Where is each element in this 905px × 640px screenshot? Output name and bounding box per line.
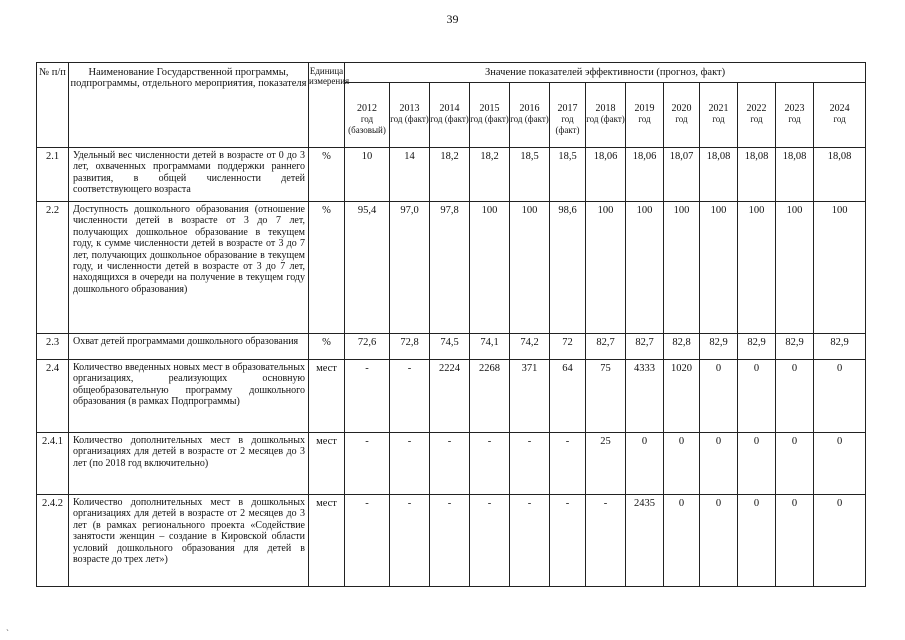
year-label: 2018 — [595, 103, 616, 114]
value-cell-2015: - — [470, 433, 510, 495]
year-label: 2020 — [671, 103, 692, 114]
year-header-2019 — [626, 83, 664, 148]
header-name: Наименование Государственной программы, подпрограммы, отдельного мероприятия, показателя — [69, 63, 309, 148]
value-cell-2018: 18,06 — [586, 148, 626, 202]
value-cell-2013: - — [390, 495, 430, 587]
value-cell-2018: 75 — [586, 360, 626, 433]
value-cell-2012: - — [345, 433, 390, 495]
row-number: 2.3 — [37, 334, 69, 360]
year-label: 2024 — [829, 103, 850, 114]
row-number: 2.2 — [37, 202, 69, 334]
value-cell-2021: 0 — [700, 495, 738, 587]
value-cell-2012: 95,4 — [345, 202, 390, 334]
year-note: год (факт) — [586, 114, 625, 124]
year-header-2013 — [390, 83, 430, 148]
value-cell-2024: 82,9 — [814, 334, 866, 360]
value-cell-2023: 0 — [776, 360, 814, 433]
year-label: 2017 — [557, 103, 578, 114]
table-row — [37, 495, 866, 587]
row-number: 2.4.1 — [37, 433, 69, 495]
unit-cell: мест — [309, 360, 345, 433]
value-cell-2020: 1020 — [664, 360, 700, 433]
year-header-2017 — [550, 83, 586, 148]
indicator-name: Количество дополнительных мест в дошкольных организациях для детей в возрасте от 2 месяцев до 3 лет (по 2018 год включительно) — [69, 433, 309, 495]
year-header-2022 — [738, 83, 776, 148]
value-cell-2019: 100 — [626, 202, 664, 334]
page-number: 39 — [446, 12, 459, 26]
value-cell-2022: 0 — [738, 495, 776, 587]
value-cell-2013: - — [390, 433, 430, 495]
value-cell-2019: 2435 — [626, 495, 664, 587]
unit-cell: % — [309, 334, 345, 360]
value-cell-2018: - — [586, 495, 626, 587]
value-cell-2017: 98,6 — [550, 202, 586, 334]
value-cell-2015: 100 — [470, 202, 510, 334]
value-cell-2024: 0 — [814, 433, 866, 495]
value-cell-2014: 74,5 — [430, 334, 470, 360]
scan-mark: ` — [6, 628, 9, 638]
year-header-2018 — [586, 83, 626, 148]
value-cell-2023: 0 — [776, 433, 814, 495]
value-cell-2017: 18,5 — [550, 148, 586, 202]
year-header-2021 — [700, 83, 738, 148]
value-cell-2022: 100 — [738, 202, 776, 334]
value-cell-2021: 82,9 — [700, 334, 738, 360]
year-note: год (базовый) — [348, 114, 386, 135]
value-cell-2022: 18,08 — [738, 148, 776, 202]
header-values-group: Значение показателей эффективности (прогноз, факт) — [345, 63, 866, 83]
value-cell-2019: 82,7 — [626, 334, 664, 360]
value-cell-2017: 64 — [550, 360, 586, 433]
value-cell-2017: - — [550, 495, 586, 587]
value-cell-2022: 0 — [738, 433, 776, 495]
value-cell-2018: 100 — [586, 202, 626, 334]
value-cell-2018: 25 — [586, 433, 626, 495]
value-cell-2023: 18,08 — [776, 148, 814, 202]
value-cell-2013: 72,8 — [390, 334, 430, 360]
year-label: 2023 — [784, 103, 805, 114]
year-note: год — [788, 114, 801, 124]
year-note: год (факт) — [430, 114, 469, 124]
value-cell-2021: 18,08 — [700, 148, 738, 202]
year-label: 2015 — [479, 103, 500, 114]
table-row — [37, 202, 866, 334]
value-cell-2021: 100 — [700, 202, 738, 334]
value-cell-2012: - — [345, 360, 390, 433]
table-row — [37, 148, 866, 202]
year-label: 2022 — [746, 103, 767, 114]
value-cell-2023: 0 — [776, 495, 814, 587]
table-row — [37, 433, 866, 495]
value-cell-2019: 0 — [626, 433, 664, 495]
value-cell-2015: 74,1 — [470, 334, 510, 360]
value-cell-2020: 0 — [664, 433, 700, 495]
year-header-2023 — [776, 83, 814, 148]
value-cell-2014: 18,2 — [430, 148, 470, 202]
value-cell-2016: 371 — [510, 360, 550, 433]
value-cell-2015: - — [470, 495, 510, 587]
year-note: год (факт) — [555, 114, 580, 135]
unit-cell: мест — [309, 433, 345, 495]
row-number: 2.4.2 — [37, 495, 69, 587]
table-row — [37, 360, 866, 433]
value-cell-2024: 100 — [814, 202, 866, 334]
value-cell-2021: 0 — [700, 433, 738, 495]
value-cell-2021: 0 — [700, 360, 738, 433]
value-cell-2015: 2268 — [470, 360, 510, 433]
year-note: год — [750, 114, 763, 124]
year-header-2020 — [664, 83, 700, 148]
indicator-name: Количество дополнительных мест в дошкольных организациях для детей в возрасте от 2 месяцев до 3 лет (в рамках регионального проекта «Содействие занятости женщин – создание в Кировской области условий дошкольного образования для детей в возрасте до трех лет») — [69, 495, 309, 587]
value-cell-2016: 18,5 — [510, 148, 550, 202]
value-cell-2020: 82,8 — [664, 334, 700, 360]
value-cell-2013: - — [390, 360, 430, 433]
year-note: год (факт) — [510, 114, 549, 124]
value-cell-2014: - — [430, 495, 470, 587]
unit-cell: мест — [309, 495, 345, 587]
value-cell-2020: 100 — [664, 202, 700, 334]
header-unit: Единица измерения — [309, 63, 345, 148]
indicator-name: Доступность дошкольного образования (отношение численности детей в возрасте от 3 до 7 лет, получающих дошкольное образование в текущем году, к сумме численности детей в возрасте от 3 до 7 лет, получающих дошкольное образование в текущем году, и численности детей в возрасте от 3 до 7 лет, находящихся в очереди на получение в текущем году дошкольного образования) — [69, 202, 309, 334]
unit-cell: % — [309, 202, 345, 334]
year-header-2014 — [430, 83, 470, 148]
year-note: год — [638, 114, 651, 124]
header-num: № п/п — [37, 63, 69, 148]
row-number: 2.1 — [37, 148, 69, 202]
unit-cell: % — [309, 148, 345, 202]
value-cell-2023: 100 — [776, 202, 814, 334]
indicator-name: Удельный вес численности детей в возрасте от 0 до 3 лет, охваченных программами поддержки раннего развития, в общей численности детей соответствующего возраста — [69, 148, 309, 202]
year-note: год — [675, 114, 688, 124]
value-cell-2016: - — [510, 433, 550, 495]
year-label: 2013 — [399, 103, 420, 114]
year-header-2015 — [470, 83, 510, 148]
value-cell-2020: 18,07 — [664, 148, 700, 202]
value-cell-2014: - — [430, 433, 470, 495]
year-note: год — [833, 114, 846, 124]
value-cell-2019: 4333 — [626, 360, 664, 433]
row-number: 2.4 — [37, 360, 69, 433]
indicators-table — [36, 62, 866, 587]
year-header-2012 — [345, 83, 390, 148]
year-header-2024 — [814, 83, 866, 148]
value-cell-2012: 72,6 — [345, 334, 390, 360]
value-cell-2017: 72 — [550, 334, 586, 360]
value-cell-2018: 82,7 — [586, 334, 626, 360]
table-body — [37, 148, 866, 587]
year-note: год — [712, 114, 725, 124]
value-cell-2013: 14 — [390, 148, 430, 202]
year-label: 2021 — [708, 103, 729, 114]
value-cell-2022: 0 — [738, 360, 776, 433]
year-note: год (факт) — [470, 114, 509, 124]
value-cell-2020: 0 — [664, 495, 700, 587]
value-cell-2014: 97,8 — [430, 202, 470, 334]
value-cell-2012: - — [345, 495, 390, 587]
year-label: 2016 — [519, 103, 540, 114]
table-row — [37, 334, 866, 360]
year-label: 2014 — [439, 103, 460, 114]
indicator-name: Количество введенных новых мест в образовательных организациях, реализующих основную общеобразовательную программу дошкольного образования (в рамках Подпрограммы) — [69, 360, 309, 433]
value-cell-2019: 18,06 — [626, 148, 664, 202]
value-cell-2024: 0 — [814, 495, 866, 587]
value-cell-2016: 100 — [510, 202, 550, 334]
value-cell-2015: 18,2 — [470, 148, 510, 202]
value-cell-2016: - — [510, 495, 550, 587]
value-cell-2024: 0 — [814, 360, 866, 433]
value-cell-2016: 74,2 — [510, 334, 550, 360]
year-label: 2012 — [357, 103, 377, 114]
value-cell-2023: 82,9 — [776, 334, 814, 360]
value-cell-2012: 10 — [345, 148, 390, 202]
year-header-2016 — [510, 83, 550, 148]
year-note: год (факт) — [390, 114, 429, 124]
value-cell-2022: 82,9 — [738, 334, 776, 360]
value-cell-2024: 18,08 — [814, 148, 866, 202]
value-cell-2017: - — [550, 433, 586, 495]
value-cell-2014: 2224 — [430, 360, 470, 433]
indicator-name: Охват детей программами дошкольного образования — [69, 334, 309, 360]
value-cell-2013: 97,0 — [390, 202, 430, 334]
year-label: 2019 — [634, 103, 655, 114]
